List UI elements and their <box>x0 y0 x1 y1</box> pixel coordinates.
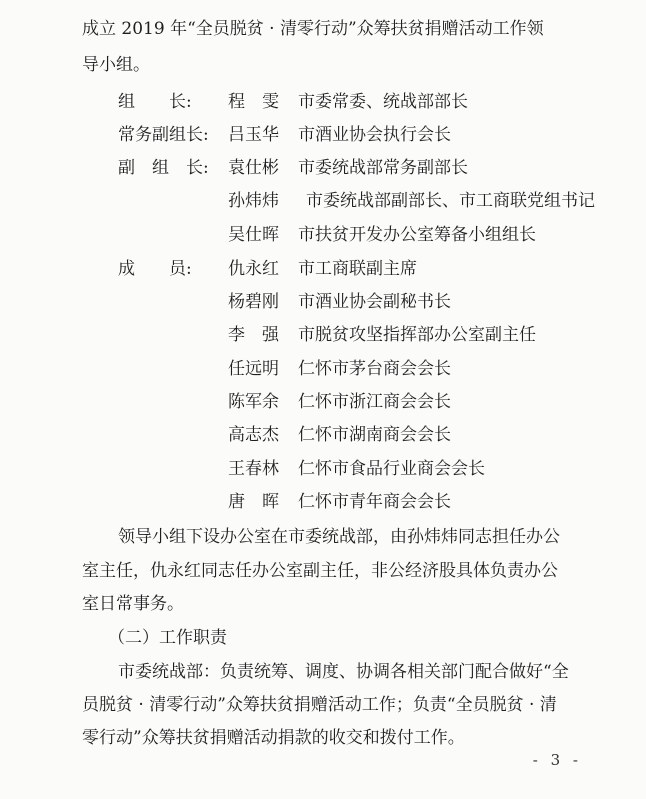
member-name: 杨碧刚 <box>228 292 279 312</box>
member-title: 市酒业协会副秘书长 <box>298 292 451 312</box>
member-row <box>0 358 646 380</box>
duties-line-2: 员脱贫 · 清零行动”众筹扶贫捐赠活动工作；负责“全员脱贫 · 清 <box>82 695 557 715</box>
member-title: 市委统战部副部长、市工商联党组书记 <box>306 191 595 211</box>
member-role: 组 长: <box>118 92 192 112</box>
member-role: 副 组 长: <box>118 158 209 178</box>
member-row <box>0 190 646 212</box>
member-title: 市酒业协会执行会长 <box>298 125 451 145</box>
member-row <box>0 258 646 280</box>
intro-line-2: 导小组。 <box>82 55 150 75</box>
member-name: 李 强 <box>228 325 279 345</box>
member-name: 唐 晖 <box>228 492 279 512</box>
section-heading: （二）工作职责 <box>108 628 227 648</box>
member-title: 仁怀市浙江商会会长 <box>298 392 451 412</box>
member-name: 高志杰 <box>228 425 279 445</box>
member-row <box>0 224 646 246</box>
member-name: 吕玉华 <box>228 125 279 145</box>
member-title: 市委统战部常务副部长 <box>298 158 468 178</box>
member-name: 任远明 <box>228 359 279 379</box>
member-title: 市脱贫攻坚指挥部办公室副主任 <box>298 325 536 345</box>
member-name: 王春林 <box>228 459 279 479</box>
member-title: 仁怀市食品行业商会会长 <box>298 459 485 479</box>
member-role: 常务副组长: <box>118 125 209 145</box>
member-row <box>0 291 646 313</box>
member-row <box>0 424 646 446</box>
member-name: 袁仕彬 <box>228 158 279 178</box>
page-number: - 3 - <box>532 751 582 769</box>
member-name: 孙炜炜 <box>228 191 279 211</box>
member-title: 市委常委、统战部部长 <box>298 92 468 112</box>
member-row <box>0 491 646 513</box>
member-name: 程 雯 <box>228 92 279 112</box>
member-row <box>0 124 646 146</box>
office-line-2: 室主任，仇永红同志任办公室副主任，非公经济股具体负责办公 <box>82 561 558 581</box>
member-title: 市扶贫开发办公室筹备小组组长 <box>298 225 536 245</box>
member-title: 仁怀市青年商会会长 <box>298 492 451 512</box>
member-role: 成 员: <box>118 259 192 279</box>
member-row <box>0 91 646 113</box>
member-title: 仁怀市茅台商会会长 <box>298 359 451 379</box>
intro-line-1: 成立 2019 年“全员脱贫 · 清零行动”众筹扶贫捐赠活动工作领 <box>82 19 544 39</box>
duties-line-1: 市委统战部：负责统筹、调度、协调各相关部门配合做好“全 <box>118 662 569 682</box>
member-title: 仁怀市湖南商会会长 <box>298 425 451 445</box>
member-row <box>0 324 646 346</box>
duties-line-3: 零行动”众筹扶贫捐赠活动捐款的收交和拨付工作。 <box>82 728 465 748</box>
member-row <box>0 157 646 179</box>
member-name: 仇永红 <box>228 259 279 279</box>
office-line-3: 室日常事务。 <box>82 594 184 614</box>
member-row <box>0 458 646 480</box>
member-row <box>0 391 646 413</box>
member-name: 吴仕晖 <box>228 225 279 245</box>
member-title: 市工商联副主席 <box>298 259 417 279</box>
member-name: 陈军余 <box>228 392 279 412</box>
office-line-1: 领导小组下设办公室在市委统战部，由孙炜炜同志担任办公 <box>118 527 560 547</box>
